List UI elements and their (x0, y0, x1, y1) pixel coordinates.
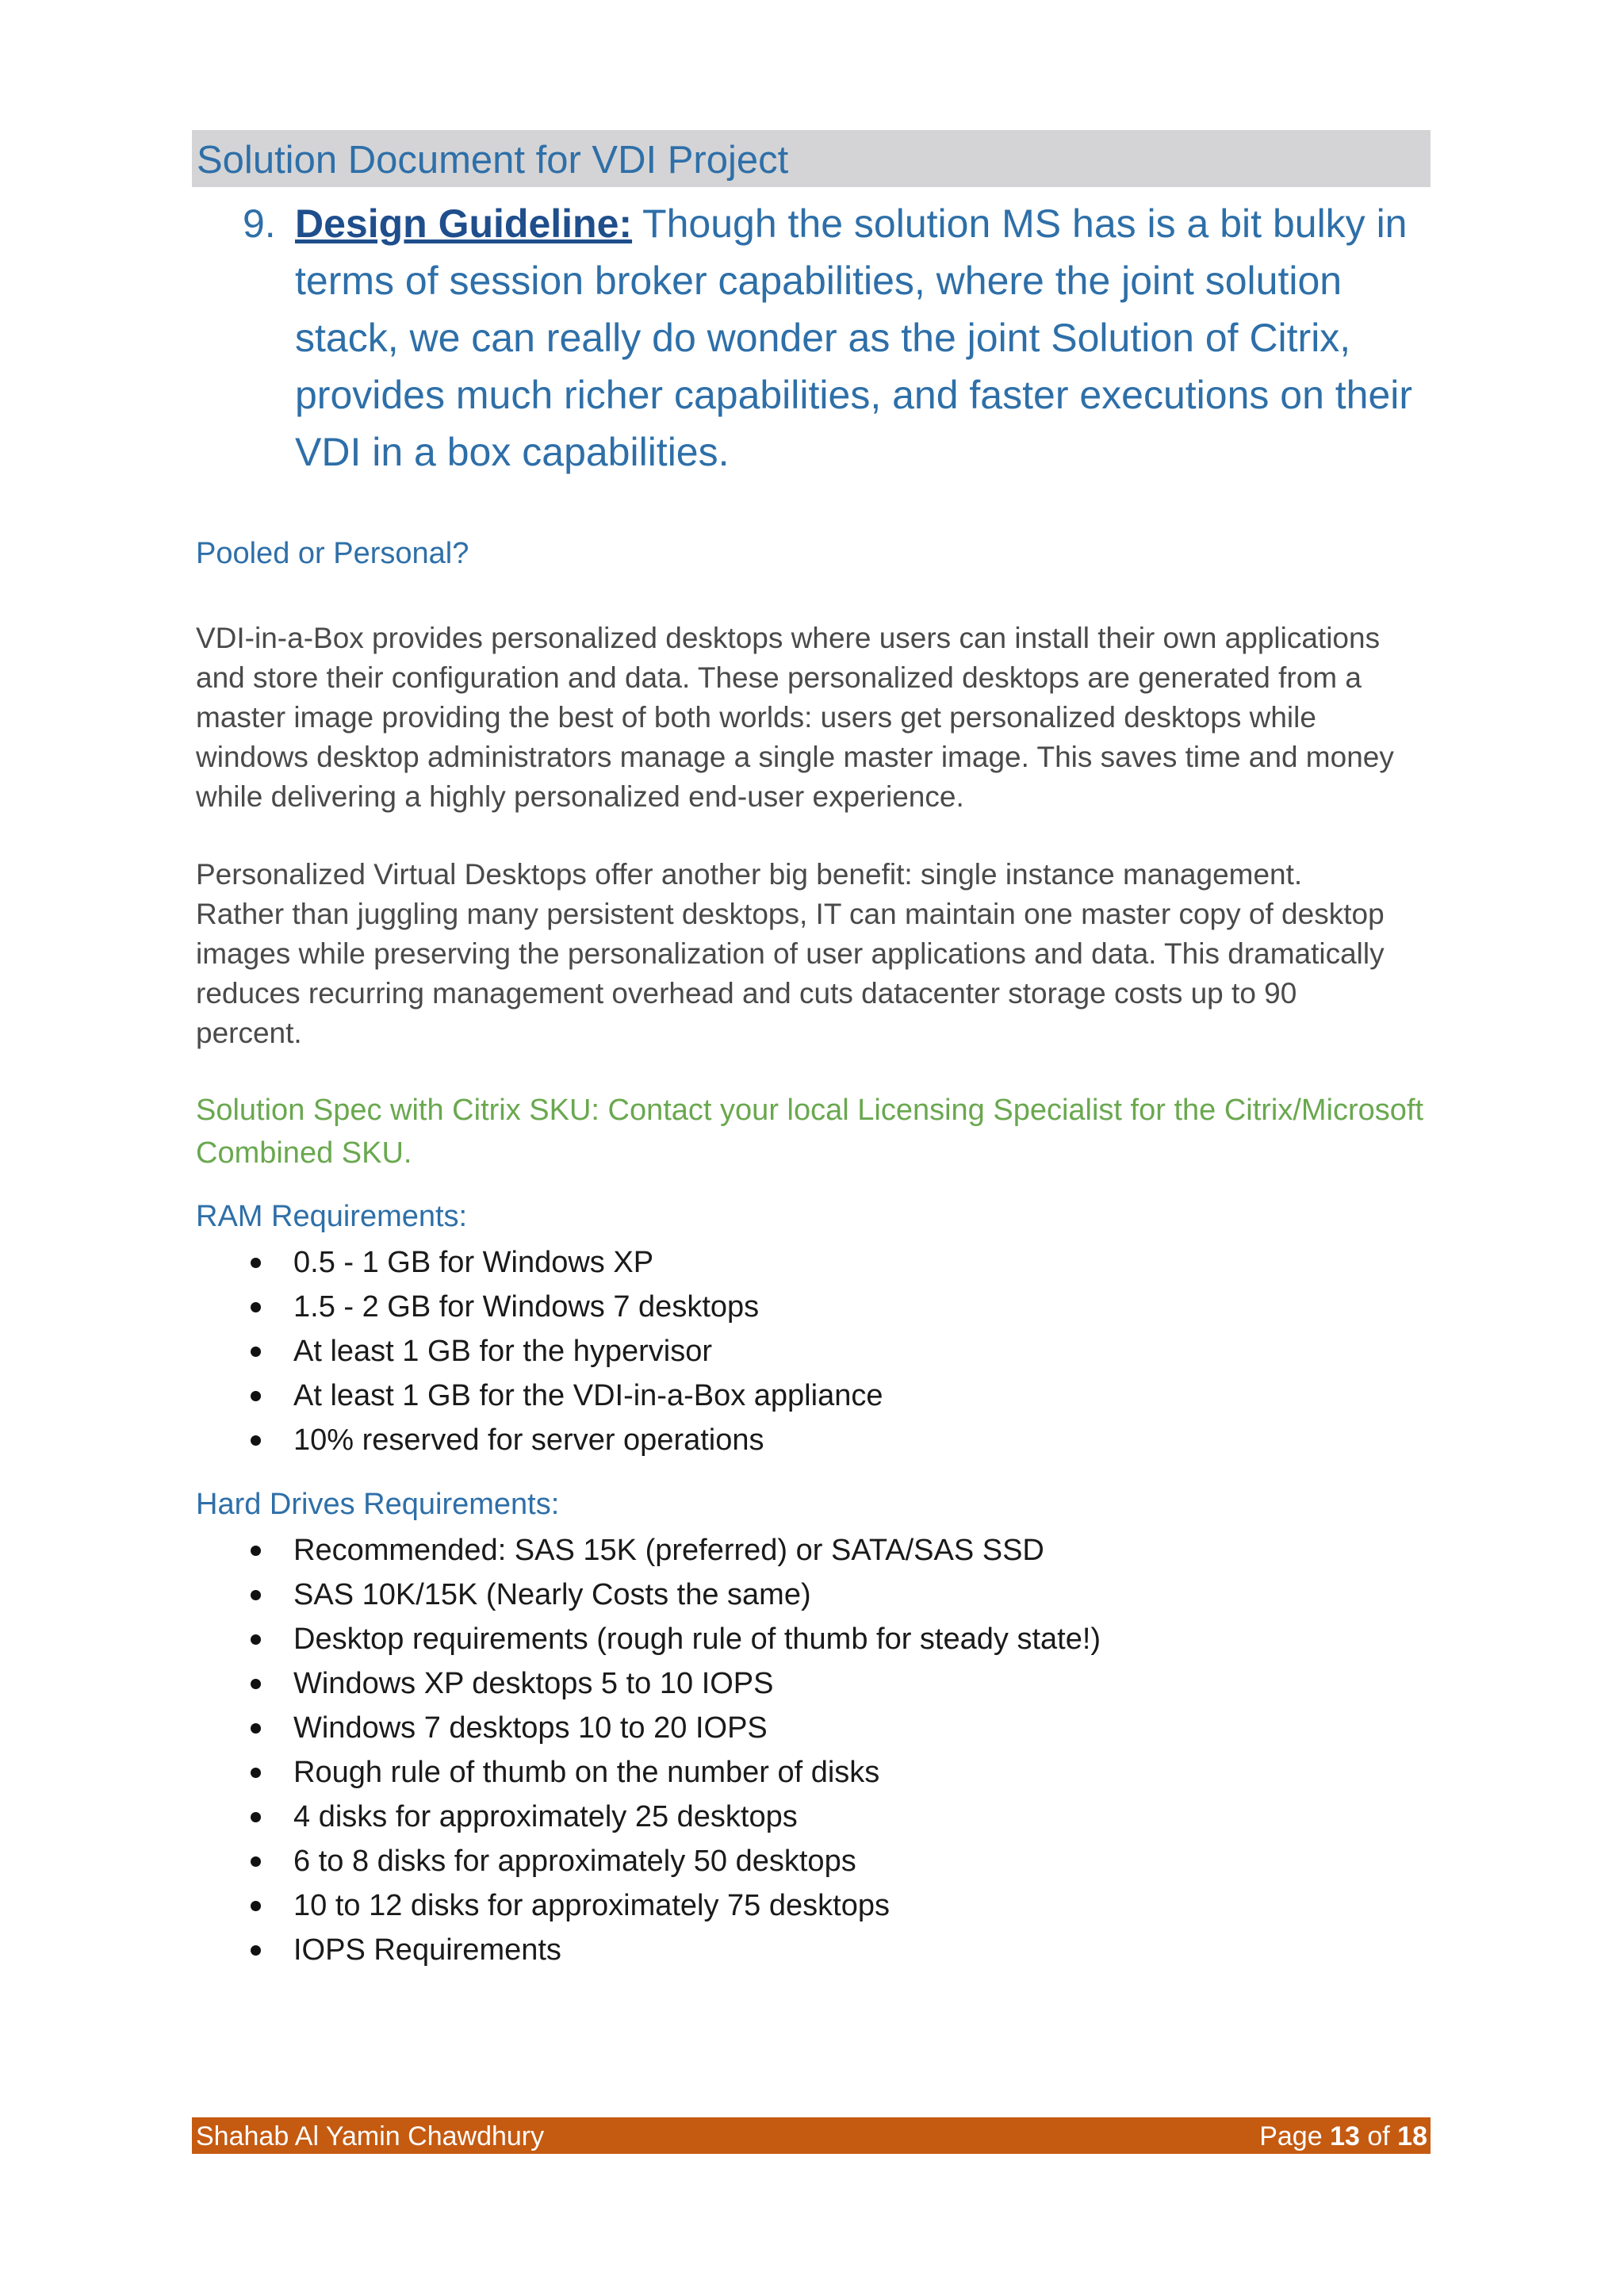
guideline-line-2: terms of session broker capabilities, where the joint solution (295, 259, 1342, 303)
paragraph-line: percent. (196, 1017, 302, 1049)
pooled-paragraph-1 (196, 619, 1433, 817)
guideline-line-1: Design Guideline: Though the solution MS has is a bit bulky in (295, 201, 1408, 246)
hard-drives-heading: Hard Drives Requirements: (196, 1488, 560, 1521)
paragraph-line: master image providing the best of both worlds: users get personalized desktops while (196, 701, 1316, 734)
footer-author: Shahab Al Yamin Chawdhury (196, 2121, 545, 2151)
bullet-icon (251, 1391, 261, 1401)
list-item: 10 to 12 disks for approximately 75 desktops (196, 1883, 1101, 1928)
bullet-icon (251, 1634, 261, 1645)
page-number: Page 13 of 18 (1259, 2121, 1427, 2151)
solution-spec-note (196, 1089, 1433, 1174)
bullet-icon (251, 1901, 261, 1911)
bullet-icon (251, 1590, 261, 1600)
bullet-icon (251, 1723, 261, 1734)
list-number: 9. (243, 201, 276, 246)
bullet-icon (251, 1258, 261, 1268)
list-item: 10% reserved for server operations (196, 1418, 883, 1462)
design-guideline-text (295, 195, 1429, 481)
paragraph-line: VDI-in-a-Box provides personalized desktops where users can install their own applications (196, 622, 1381, 654)
spec-line: Combined SKU. (196, 1136, 412, 1170)
list-item: Recommended: SAS 15K (preferred) or SATA/SAS SSD (196, 1528, 1101, 1573)
current-page: 13 (1330, 2121, 1360, 2151)
ram-list (196, 1240, 883, 1462)
list-item: Rough rule of thumb on the number of disks (196, 1750, 1101, 1795)
guideline-line-4: provides much richer capabilities, and faster executions on their (295, 373, 1413, 417)
hard-drives-list (196, 1528, 1101, 1972)
list-item: 0.5 - 1 GB for Windows XP (196, 1240, 883, 1285)
list-item: At least 1 GB for the hypervisor (196, 1329, 883, 1374)
list-item: Desktop requirements (rough rule of thumb for steady state!) (196, 1617, 1101, 1661)
list-item: At least 1 GB for the VDI-in-a-Box appliance (196, 1374, 883, 1418)
paragraph-line: Rather than juggling many persistent desktops, IT can maintain one master copy of desktop (196, 898, 1385, 930)
total-pages: 18 (1397, 2121, 1427, 2151)
bullet-icon (251, 1679, 261, 1689)
paragraph-line: Personalized Virtual Desktops offer another big benefit: single instance management. (196, 858, 1303, 891)
ram-heading: RAM Requirements: (196, 1200, 468, 1233)
pooled-paragraph-2 (196, 855, 1433, 1053)
list-item: 6 to 8 disks for approximately 50 desktops (196, 1839, 1101, 1883)
bullet-icon (251, 1945, 261, 1956)
design-guideline-heading: Design Guideline: (295, 201, 633, 246)
paragraph-line: reduces recurring management overhead and cuts datacenter storage costs up to 90 (196, 977, 1297, 1010)
guideline-line-5: VDI in a box capabilities. (295, 430, 730, 474)
list-item: IOPS Requirements (196, 1928, 1101, 1972)
spec-line: Solution Spec with Citrix SKU: Contact your local Licensing Specialist for the Citrix/Microsoft (196, 1094, 1424, 1127)
bullet-icon (251, 1302, 261, 1312)
list-item: 4 disks for approximately 25 desktops (196, 1795, 1101, 1839)
list-item: 1.5 - 2 GB for Windows 7 desktops (196, 1285, 883, 1329)
bullet-icon (251, 1812, 261, 1822)
document-title: Solution Document for VDI Project (197, 139, 789, 182)
document-header (192, 130, 1431, 187)
bullet-icon (251, 1768, 261, 1778)
bullet-icon (251, 1546, 261, 1556)
list-item: Windows 7 desktops 10 to 20 IOPS (196, 1706, 1101, 1750)
bullet-icon (251, 1347, 261, 1357)
paragraph-line: images while preserving the personalization of user applications and data. This dramatically (196, 937, 1385, 970)
list-item: Windows XP desktops 5 to 10 IOPS (196, 1661, 1101, 1706)
page-footer (192, 2117, 1431, 2154)
list-item: SAS 10K/15K (Nearly Costs the same) (196, 1573, 1101, 1617)
paragraph-line: windows desktop administrators manage a single master image. This saves time and money (196, 741, 1394, 773)
bullet-icon (251, 1856, 261, 1867)
guideline-line-3: stack, we can really do wonder as the joint Solution of Citrix, (295, 316, 1351, 360)
paragraph-line: while delivering a highly personalized end-user experience. (196, 780, 964, 813)
paragraph-line: and store their configuration and data. These personalized desktops are generated from a (196, 661, 1362, 694)
bullet-icon (251, 1435, 261, 1446)
pooled-heading: Pooled or Personal? (196, 537, 469, 570)
